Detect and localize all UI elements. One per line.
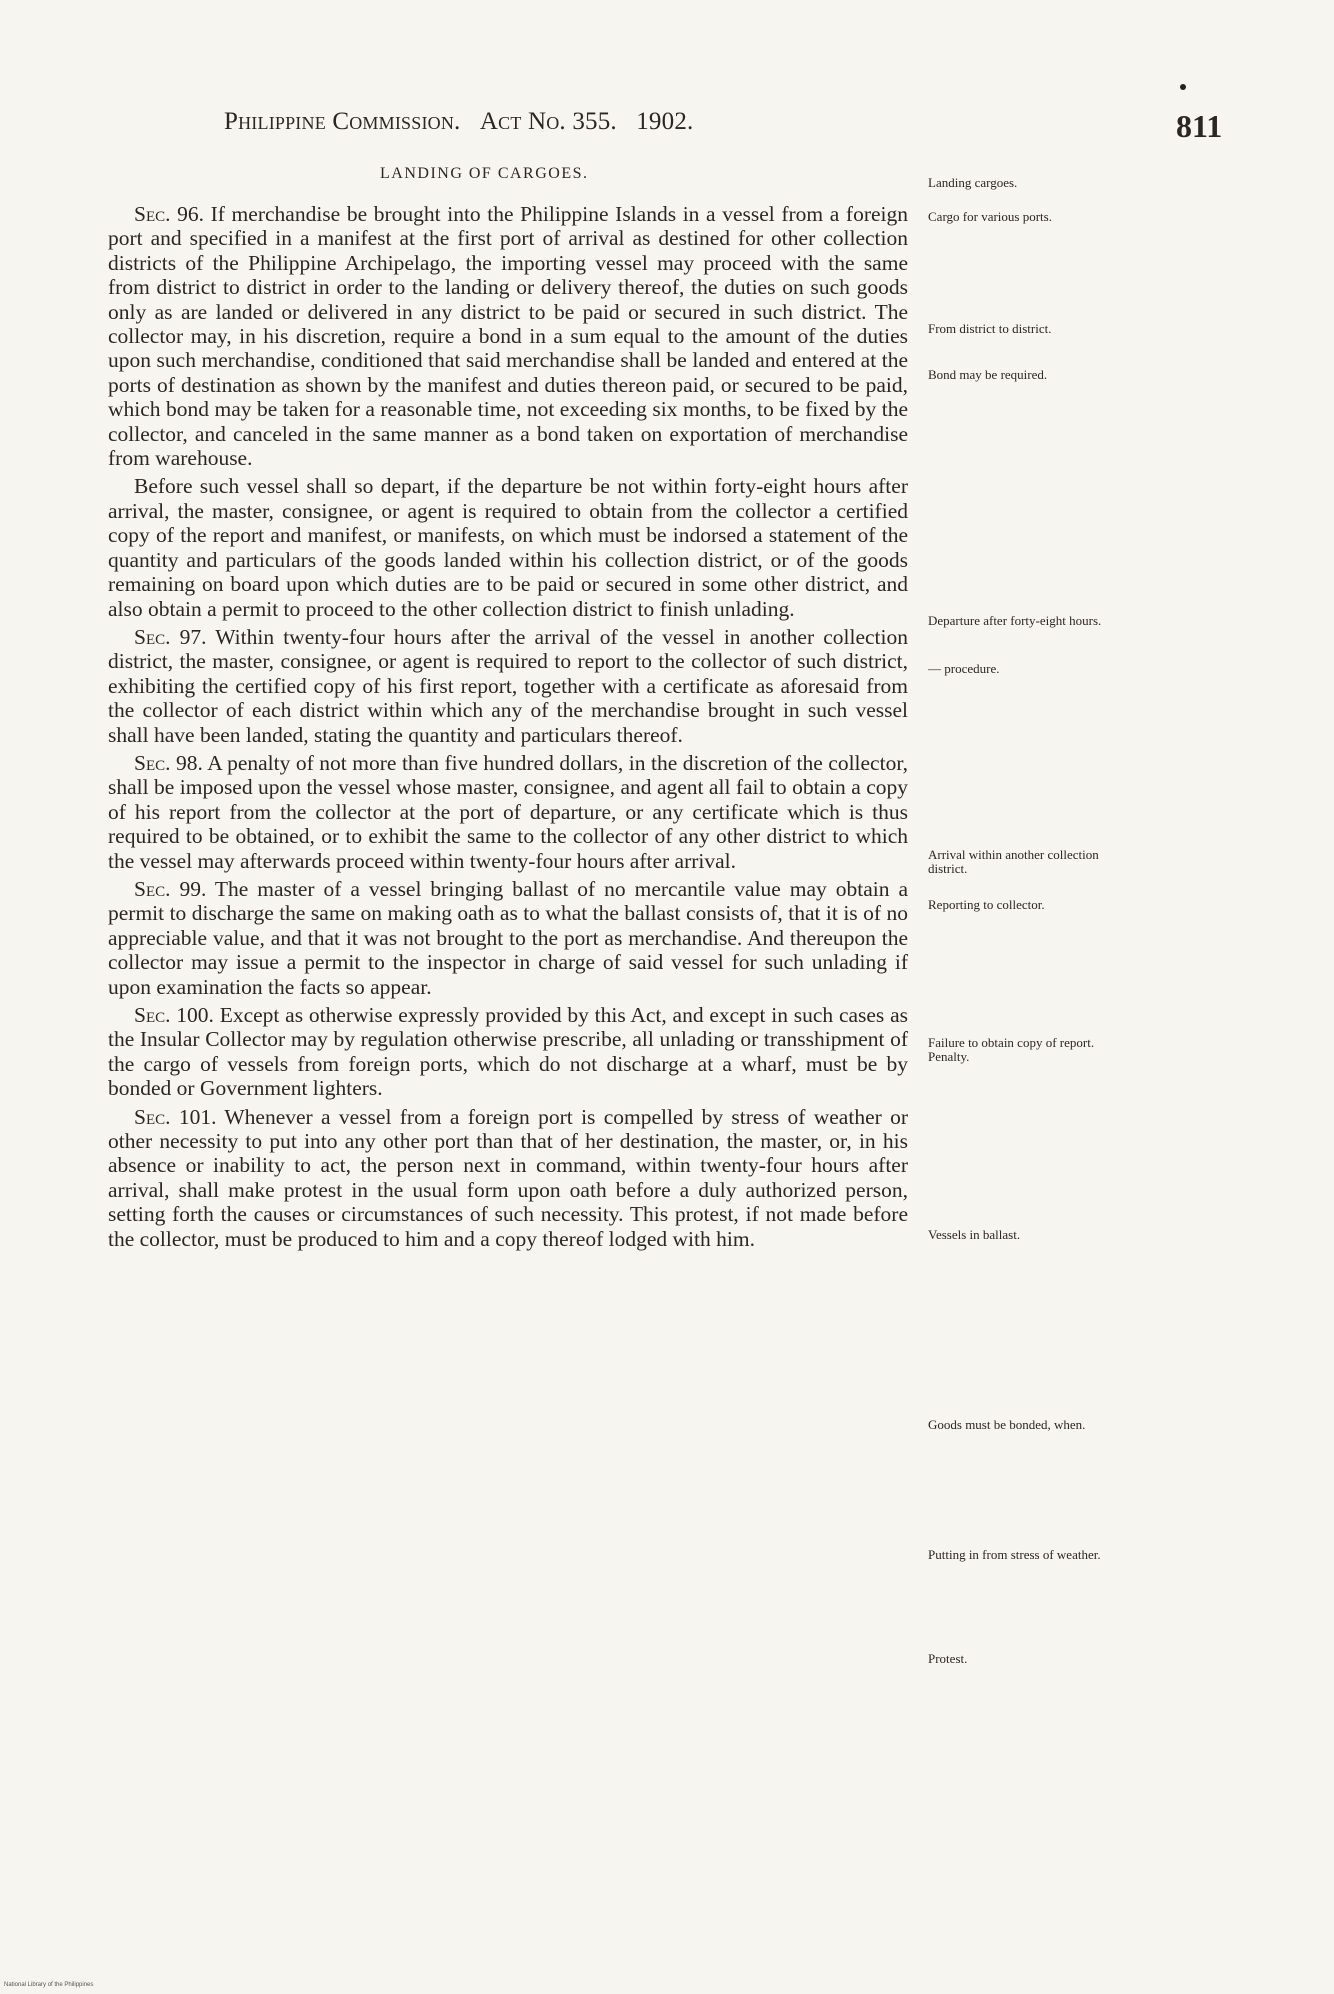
margin-note: Goods must be bonded, when. bbox=[928, 1417, 1086, 1432]
paragraph-text: Except as otherwise expressly provided by this Act, and except in such cases as the Insular Collector may by regulation otherwise prescribe, all unlading or transshipment of the cargo of vessels from foreign ports, which do not discharge at a wharf, must be by bonded or Government lighters. bbox=[108, 1003, 908, 1101]
running-header bbox=[224, 108, 794, 136]
paragraph-sec-101 bbox=[108, 1105, 908, 1251]
section-number: Sec. 99. bbox=[134, 876, 207, 901]
margin-note: Departure after forty-eight hours. bbox=[928, 613, 1102, 628]
paragraph-sec-100 bbox=[108, 1003, 908, 1101]
margin-note: Failure to obtain copy of report. Penalty. bbox=[928, 1035, 1095, 1064]
margin-note: Landing cargoes. bbox=[928, 175, 1018, 190]
section-title: LANDING OF CARGOES. bbox=[380, 165, 589, 182]
header-commission: Philippine Commission. bbox=[224, 108, 461, 135]
ink-dot bbox=[1180, 84, 1186, 90]
paragraph-text: Whenever a vessel from a foreign port is compelled by stress of weather or other necessity to put into any other port than that of her destination, the master, or, in his absence or inability to act, the person next in command, within twenty-four hours after arrival, shall make protest in the usual form upon oath before a duly authorized person, setting forth the causes or circumstances of such necessity. This protest, if not made before the collector, must be produced to him and a copy thereof lodged with him. bbox=[108, 1104, 908, 1251]
margin-note: Putting in from stress of weather. bbox=[928, 1547, 1101, 1562]
header-year: 1902. bbox=[636, 108, 694, 135]
margin-note: Vessels in ballast. bbox=[928, 1227, 1021, 1242]
scan-footer: National Library of the Philippines bbox=[4, 1982, 94, 1988]
margin-note: Bond may be required. bbox=[928, 367, 1048, 382]
margin-note: From district to district. bbox=[928, 321, 1052, 336]
section-number: Sec. 97. bbox=[134, 624, 207, 649]
section-number: Sec. 96. bbox=[134, 202, 204, 226]
section-number: Sec. 101. bbox=[134, 1104, 217, 1129]
header-act: Act No. 355. bbox=[479, 108, 617, 135]
margin-note: Arrival within another collection district. bbox=[928, 847, 1099, 876]
margin-note: Reporting to collector. bbox=[928, 897, 1045, 912]
paragraph-sec-97 bbox=[108, 625, 908, 747]
paragraph-text: Before such vessel shall so depart, if the departure be not within forty-eight hours after arrival, the master, consignee, or agent is required to obtain from the collector a certified copy of the report and manifest, or manifests, on which must be indorsed a statement of the quantity and particulars of the goods landed within his collection district, or of the goods remaining on board upon which duties are to be paid or secured in some other district, and also obtain a permit to proceed to the other collection district to finish unlading. bbox=[108, 474, 908, 621]
paragraph-departure bbox=[108, 474, 908, 620]
section-number: Sec. 98. bbox=[134, 750, 203, 775]
paragraph-text: A penalty of not more than five hundred dollars, in the discretion of the collector, shall be imposed upon the vessel whose master, consignee, and agent all fail to obtain a copy of his report from the collector at the port of departure, or any certificate which is thus required to be obtained, or to exhibit the same to the collector of any other district to which the vessel may afterwards proceed within twenty-four hours after arrival. bbox=[108, 750, 908, 873]
paragraph-text: Within twenty-four hours after the arrival of the vessel in another collection district, the master, consignee, or agent is required to report to the collector of such district, exhibiting the certified copy of his first report, together with a certificate as aforesaid from the collector of each district within which any of the merchandise brought in such vessel shall have been landed, stating the quantity and particulars thereof. bbox=[108, 624, 909, 747]
section-number: Sec. 100. bbox=[134, 1003, 214, 1027]
paragraph-sec-96 bbox=[108, 202, 908, 470]
margin-note: Protest. bbox=[928, 1651, 968, 1666]
paragraph-sec-99 bbox=[108, 877, 908, 999]
paragraph-text: The master of a vessel bringing ballast of no mercantile value may obtain a permit to discharge the same on making oath as to what the ballast consists of, that it is of no appreciable value, and that it was not brought to the port as merchandise. And thereupon the collector may issue a permit to the inspector in charge of said vessel for such unlading if upon examination the facts so appear. bbox=[108, 876, 908, 999]
page-number: 811 bbox=[1176, 108, 1223, 144]
margin-note: Cargo for various ports. bbox=[928, 209, 1052, 224]
margin-note: — procedure. bbox=[928, 661, 1000, 676]
paragraph-sec-98 bbox=[108, 751, 908, 873]
body-text bbox=[108, 202, 908, 1255]
paragraph-text: If merchandise be brought into the Philippine Islands in a vessel from a foreign port and specified in a manifest at the first port of arrival as destined for other collection districts of the Philippine Archipelago, the importing vessel may proceed with the same from district to district in order to the landing or delivery thereof, the duties on such goods only as are landed or delivered in any district to be paid or secured in such district. The collector may, in his discretion, require a bond in a sum equal to the amount of the duties upon such merchandise, conditioned that said merchandise shall be landed and entered at the ports of destination as shown by the manifest and duties thereon paid, or secured to be paid, which bond may be taken for a reasonable time, not exceeding six months, to be fixed by the collector, and canceled in the same manner as a bond taken on exportation of merchandise from warehouse. bbox=[108, 202, 909, 471]
